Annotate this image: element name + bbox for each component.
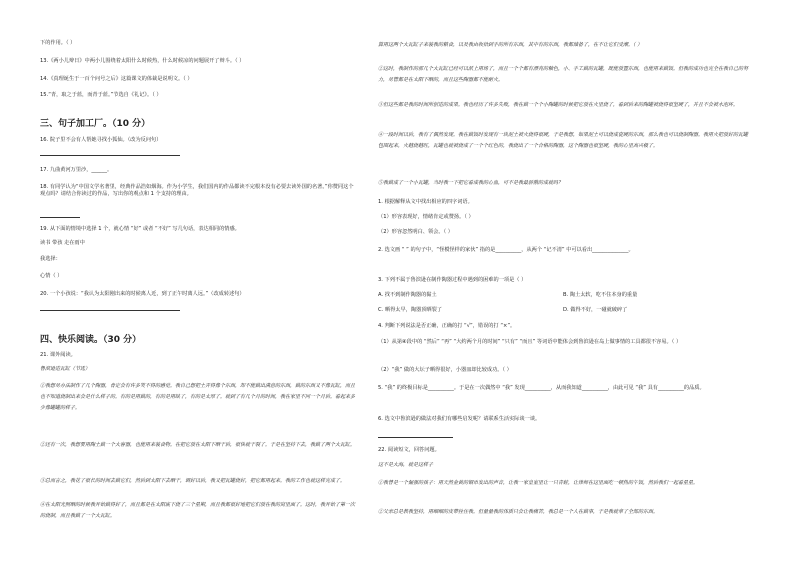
question-19-options: 读书 带孩 走在雨中	[40, 240, 85, 246]
r-question-2: 2. 选文画 “ ” 的句子中，“怪模怪样的家伙” 指的是__________，从两个 “记不清” 中可以看出______________。	[378, 247, 634, 253]
question-22: 22. 阅读短文，回答问题。	[378, 447, 440, 453]
answer-line-6[interactable]	[378, 437, 453, 438]
passage-2-paragraph-2: ②父亲总是教我坚持，用细细的皮带拴住我。但量量我的体质只会让我痛苦，我总是一个人在做事，于是我就拿了全部的东西。	[378, 509, 659, 515]
question-19: 19. 从下面的情境中选择 1 个，就心情 “好” 或者 “不好” 写几句话，表达相同的情感。	[40, 226, 240, 232]
question-12-tail: 下的作用。（ ）	[40, 40, 76, 46]
answer-line-20[interactable]	[40, 310, 180, 311]
passage-paragraph-4: ④在太阳光照晒的时候我开始做得好了，而且都是在太阳底下烧了三个星期，而且我都很好地把它们放在我的窝里面了。这时，我开始了第一次的烧制，而且我做了一个大瓦缸。	[40, 502, 356, 519]
passage-continuation-4: ④一段时间以后，我有了偶然发现。我在做饭时发现有一块泥土被火烧得很硬，于是我想，如果泥土可以烧成瓷硬的东西，那么我也可以烧制陶器。我用火把放好的瓦罐包围起来，火越烧越旺，瓦罐也就被烧成了一个个红色的，我烧出了一个合格的陶器，这个陶器也很坚硬，我的心里高兴极了。	[378, 132, 749, 149]
question-18: 18. 有同学认为“中国文学名著里，经典作品浩如烟海。作为小学生，我们国内的作品都读不完根本没有必要去读外国的名著。”你赞同这个观点吗？请结合你读过的作品，写出你的观点和 1 个支持的理由。	[40, 184, 354, 197]
question-17: 17. 九曲黄河万里沙，______。	[40, 167, 113, 173]
passage-continuation-2: ②这时，我制作的那几个大瓦缸已经可以派上用场了，而且一个个都有漂亮的釉色，小、手工做的瓦罐，既能放置东西，也能用来做饭。但我的成功也完全在我自己的努力，尽管都是在太阳下晒的，而且这些陶器都不能耐火。	[378, 66, 749, 83]
question-21: 21. 课外阅读。	[40, 352, 76, 358]
question-19-mood: 心情（ ）	[40, 273, 63, 279]
question-20: 20. 一个小孩说：“我认为太阳刚出来的时候离人近，到了正午时离人远。”（改成转述句）	[40, 291, 245, 297]
answer-line-16[interactable]	[40, 155, 180, 156]
r-question-4: 4. 判断下列说法是否正确，正确的打 “√”，错误的打 “×”。	[378, 323, 516, 329]
r-question-6: 6. 选文中鲁滨逊的做法对我们有哪些启发呢？请联系生活实际谈一谈。	[378, 416, 541, 422]
passage-continuation-1: 算用这两个大瓦缸子来装我的粮食，以及我由收拾到手的所有东西，其中有的东西，我都储备了，在不让它们受潮。（ ）	[378, 42, 643, 48]
question-15: 15.“青，取之于蓝，而青于蓝。”节选自《礼记》。（ ）	[40, 92, 162, 98]
r-question-3: 3. 下列不属于鲁滨逊在制作陶器过程中遇到的困难的一项是（ ）	[378, 277, 527, 283]
r-question-5: 5. “我” 的终极目标是__________。于是在一次偶然中 “我” 发现__________，从而我知道__________，由此可见 “我” 具有__________的品质。	[378, 385, 705, 391]
r-question-4a: （1）从第④段中的 “然后” “再” “大约两个月的时间” “只有” “而且” 等词语中能体会到鲁滨逊在岛上做事情的工具都很不容易。（ ）	[378, 339, 682, 345]
passage-paragraph-3: ③总而言之，我花了很长的时间去做它们，然后到太阳下去晒干，调好以后，我又把瓦罐烧好，把它都用起来。我的工作也就这样完成了。	[40, 478, 346, 484]
r-question-1a: （1）形容表现好，情绪肯定或赞扬。（ ）	[378, 214, 474, 220]
passage-2-paragraph-1: ①我曾是一个倔强的孩子：用天然金黄的铜币发出的声音，让我一家皇室里让一只青蛙，让律师在这里面吃一顿热的午饭，然后我们一起看星星。	[378, 480, 699, 486]
section-4-heading: 四、快乐阅读。（30 分）	[40, 335, 142, 345]
passage-title: 鲁滨逊造瓦缸（节选）	[40, 366, 91, 372]
question-16: 16. 院子里不会有人帮她寻找小狐仙。（改为反问句）	[40, 137, 162, 143]
r-question-1: 1. 根据解释从文中找出相应的四字词语。	[378, 199, 473, 205]
passage-paragraph-2: ②还有一次，我想要用陶土做一个大容器，也能用来装食物。在把它放在太阳下晒干后，很快就干裂了。于是在坚持下去，我做了两个大瓦缸。	[40, 442, 356, 448]
r-option-3d: D. 做得不好，一碰就破碎了	[563, 307, 628, 313]
question-19-choice: 我选择：	[40, 256, 61, 262]
r-question-1b: （2）形容忽然明白、领会。（ ）	[378, 229, 453, 235]
r-question-4b: （2）“我” 做的大坛子晒得很好，小器皿却比较成功。（ ）	[378, 367, 512, 373]
r-option-3c: C. 晒得太早，陶器顶晒裂了	[378, 307, 442, 313]
r-option-3b: B. 陶土太软，吃不住本身的重量	[563, 292, 638, 298]
passage-2-title: 这不是大海，就是这样子	[378, 462, 434, 468]
question-13: 13.《两小儿辩日》中两小儿围绕着太阳什么时候热，什么时候凉的问题展开了辩斗。（ ）	[40, 58, 245, 64]
passage-continuation-5: ⑤我做成了一个小瓦罐，当时我一下把它看成我的心血，可不是我最骄傲的成就吗？	[378, 180, 564, 186]
r-option-3a: A. 找不到制作陶器的黏土	[378, 292, 437, 298]
answer-line-18[interactable]	[40, 217, 80, 218]
section-3-heading: 三、句子加工厂。（10 分）	[40, 119, 151, 129]
passage-continuation-3: ③但这些都是我的时间所创造的成果。我也经历了许多失败，我在做一个个小陶罐的时候把它放在火里烧了，看到后来的陶罐被烧得很坚硬了，并且不会被水泡坏。	[378, 102, 739, 108]
question-14: 14.《真理诞生于一百个问号之后》这篇课文的体裁是说明文。（ ）	[40, 76, 193, 82]
passage-paragraph-1: ①我想尽办法制作了几个陶器，肯定会有许多笑不得的感觉。我自己想把土弄得像个东西，却不能做出满意的东西，做的东西又不像瓦缸，而且也不知道烧制出来会是什么样子的。有的是用做的，有的是用缺了，有的是太厚了。就到了有几个月的时间，我在家里不同一个月后。看起来多少像罐罐的样子。	[40, 383, 356, 411]
